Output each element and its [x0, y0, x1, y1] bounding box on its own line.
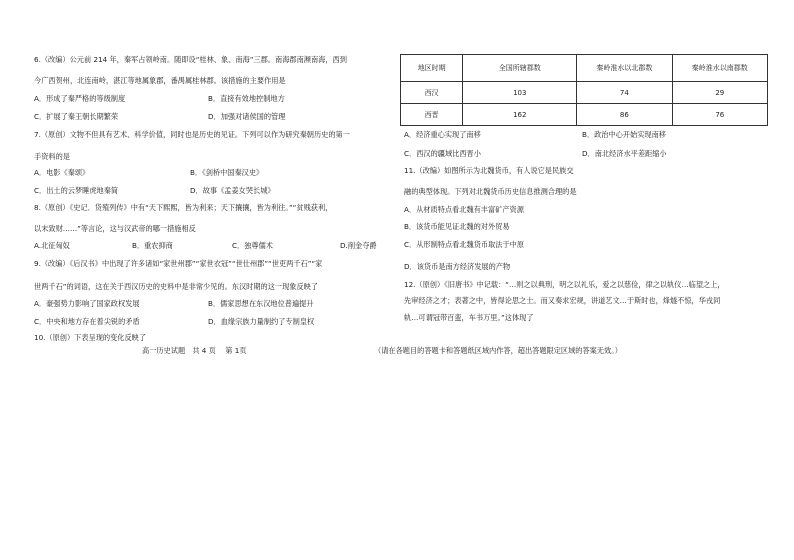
- q6-option-b: B．直接有效地控制地方: [208, 94, 285, 103]
- q12-stem-line-2: 先审经济之才；表著之中，皆得论思之士。而又奏求宏规，讲道艺文…于斯时也，烽燧不惊，华戎同: [404, 296, 721, 305]
- table-row: [401, 82, 768, 104]
- q7-option-c: C．出土的云梦睡虎地秦简: [34, 186, 119, 195]
- q12-stem-line-1: 12.（原创）《旧唐书》中记载：“…则之以典刑，明之以礼乐，爱之以慈俭，律之以轨仪…临望之上，: [404, 280, 725, 289]
- table-cell: 74: [577, 82, 672, 104]
- q12-stem-line-3: 轨…可谓冠带百蛮，车书万里。”这体现了: [404, 313, 534, 322]
- q7-option-b: B．《剑桥中国秦汉史》: [190, 168, 264, 177]
- table-cell: 162: [463, 104, 577, 126]
- q6-stem-line-1: 6.（改编）公元前 214 年，秦军占领岭南。随即设“桂林、象、南海”三郡。南海郡南濒南海，西到: [34, 55, 347, 64]
- q11-stem-line-1: 11.（改编）如图所示为北魏货币，有人说它是民族交: [404, 166, 574, 175]
- q7-stem-line-2: 手资料的是: [34, 152, 70, 161]
- q9-option-b: B．儒家思想在东汉地位普遍提升: [208, 299, 314, 308]
- table-cell: 86: [577, 104, 672, 126]
- q11-stem-line-2: 融的典型体现。下列对北魏货币历史信息推测合理的是: [404, 187, 577, 196]
- q11-option-d: D．该货币是南方经济发展的产物: [404, 262, 511, 271]
- q9-option-d: D．血缘宗族力量制约了专制皇权: [208, 317, 315, 326]
- table-cell: 西汉: [401, 82, 463, 104]
- q9-stem-line-2: 世两千石”的词语，这在关于西汉历史的史料中是非常少见的。东汉时期的这一现象反映了: [34, 282, 319, 291]
- q8-option-a: A.北征匈奴: [34, 241, 70, 250]
- table-cell: 76: [672, 104, 767, 126]
- q8-option-c: C．独尊儒术: [232, 241, 273, 250]
- q7-option-d: D．故事《孟姜女哭长城》: [190, 186, 275, 195]
- q7-option-a: A．电影《秦颂》: [34, 168, 90, 177]
- q7-stem-line-1: 7.（原创）文物不但具有艺术、科学价值，同时也是历史的见证。下列可以作为研究秦朝历史的第一: [34, 130, 350, 139]
- q6-option-a: A．形成了秦严格的等级制度: [34, 94, 126, 103]
- table-header-row: [401, 55, 768, 82]
- table-cell: 西晋: [401, 104, 463, 126]
- q9-stem-line-1: 9.（改编）《后汉书》中出现了许多诸如“家世州郡”“家世衣冠”“世仕州郡”“世吏两千石”“家: [34, 259, 323, 268]
- q6-option-d: D．加强对诸侯国的管理: [208, 112, 286, 121]
- q10-option-d: D．南北经济水平差距缩小: [582, 149, 667, 158]
- table-header-cell: 秦岭淮水以北郡数: [577, 55, 672, 82]
- q11-option-b: B．该货币能见证北魏的对外贸易: [404, 222, 510, 231]
- q10-option-b: B．政治中心开始实现南移: [582, 130, 666, 139]
- q6-stem-line-2: 今广西贺州，北连南岭，湛江等地属象郡，番禺属桂林郡。该措施的主要作用是: [34, 76, 286, 85]
- table-header-cell: 秦岭淮水以南郡数: [672, 55, 767, 82]
- q8-option-b: B．重农抑商: [132, 241, 173, 250]
- q10-stem: 10.（原创）下表呈现的变化反映了: [34, 333, 147, 342]
- table-header-cell: 地区时期: [401, 55, 463, 82]
- q9-option-a: A．豪强势力影响了国家政权发展: [34, 299, 140, 308]
- q8-stem-line-2: 以末致财……”等言论，这与汉武帝的哪一措施相反: [34, 224, 196, 233]
- table-header-cell: 全国所辖郡数: [463, 55, 577, 82]
- q11-option-a: A．从材质特点看北魏有丰富矿产资源: [404, 205, 524, 214]
- q10-option-c: C．西汉的疆域比西晋小: [404, 149, 481, 158]
- q11-option-c: C．从形制特点看北魏货币取法于中原: [404, 240, 525, 249]
- page-footer-count: 高一历史试题 共 4 页 第 1页: [142, 346, 247, 355]
- q6-option-c: C．扩展了秦王朝长期繁荣: [34, 112, 119, 121]
- q10-option-a: A．经济重心实现了南移: [404, 130, 481, 139]
- table-row: [401, 104, 768, 126]
- county-count-table: [400, 54, 768, 126]
- q8-option-d: D.削金夺爵: [340, 241, 377, 250]
- answer-area-notice: （请在各题目的答题卡和答题纸区域内作答，超出答题限定区域的答案无效。）: [374, 346, 622, 355]
- q9-option-c: C．中央和地方存在着尖锐的矛盾: [34, 317, 140, 326]
- q8-stem-line-1: 8.（原创）《史记．货殖列传》中有“天下熙熙，皆为利来；天下攘攘，皆为利往。”“贫贱获利，: [34, 203, 333, 212]
- table-cell: 103: [463, 82, 577, 104]
- table-cell: 29: [672, 82, 767, 104]
